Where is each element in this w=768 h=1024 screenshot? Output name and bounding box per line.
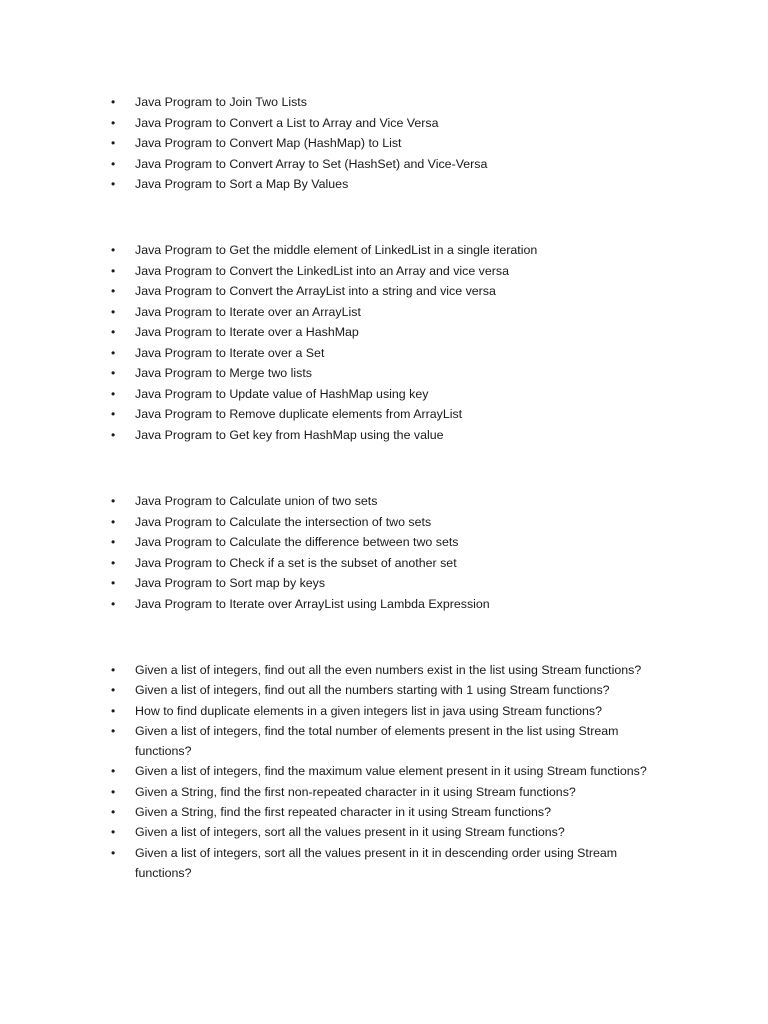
bullet-icon: • xyxy=(111,683,116,698)
list-item xyxy=(111,154,711,175)
list-item-text: Java Program to Convert the LinkedList into an Array and vice versa xyxy=(135,263,509,278)
list-item-text: Java Program to Convert a List to Array and Vice Versa xyxy=(135,115,439,130)
bullet-icon: • xyxy=(111,304,116,319)
list-item-text: Given a list of integers, sort all the values present in it in descending order using Stream functions? xyxy=(135,845,618,880)
bullet-icon: • xyxy=(111,784,116,799)
list-item-text: Given a list of integers, find the maximum value element present in it using Stream functions? xyxy=(135,764,647,779)
bullet-icon: • xyxy=(111,325,116,339)
list-item xyxy=(111,322,711,343)
bullet-list-set-operations xyxy=(111,491,711,614)
list-item xyxy=(111,594,711,615)
list-item-text: Given a list of integers, sort all the values present in it using Stream functions? xyxy=(135,825,565,840)
list-item xyxy=(111,802,711,822)
bullet-icon: • xyxy=(111,576,116,590)
list-item xyxy=(111,532,711,553)
list-item-text: Java Program to Convert Array to Set (HashSet) and Vice-Versa xyxy=(135,156,488,171)
bullet-icon: • xyxy=(111,535,116,549)
list-item-text: Given a String, find the first non-repeated character in it using Stream functions? xyxy=(135,784,576,799)
bullet-icon: • xyxy=(111,407,116,421)
list-item xyxy=(111,721,711,762)
bullet-icon: • xyxy=(111,764,116,779)
list-item-text: Java Program to Iterate over ArrayList using Lambda Expression xyxy=(135,596,490,611)
bullet-icon: • xyxy=(111,95,116,109)
list-item-text: Given a list of integers, find out all the numbers starting with 1 using Stream functions? xyxy=(135,683,610,698)
bullet-icon: • xyxy=(111,494,116,508)
list-item xyxy=(111,680,711,700)
list-item xyxy=(111,174,711,195)
list-item xyxy=(111,553,711,574)
bullet-list-stream-questions xyxy=(111,660,711,883)
bullet-icon: • xyxy=(111,386,116,401)
bullet-icon: • xyxy=(111,514,116,529)
bullet-icon: • xyxy=(111,825,116,840)
list-item-text: Given a String, find the first repeated character in it using Stream functions? xyxy=(135,805,551,820)
list-item-text: Java Program to Iterate over an ArrayList xyxy=(135,304,361,319)
list-item-text: Java Program to Get the middle element of LinkedList in a single iteration xyxy=(135,243,538,257)
list-item-text: Java Program to Check if a set is the subset of another set xyxy=(135,555,457,570)
bullet-icon: • xyxy=(111,805,116,820)
list-item xyxy=(111,92,711,113)
list-item xyxy=(111,240,711,261)
list-item-text: Java Program to Sort a Map By Values xyxy=(135,177,349,191)
list-item-text: Java Program to Calculate the intersection of two sets xyxy=(135,514,432,529)
list-item-text: Java Program to Remove duplicate elements from ArrayList xyxy=(135,407,463,421)
list-item-text: Given a list of integers, find out all the even numbers exist in the list using Stream functions? xyxy=(135,663,642,677)
bullet-icon: • xyxy=(111,555,116,570)
list-item-text: Java Program to Merge two lists xyxy=(135,366,312,380)
bullet-icon: • xyxy=(111,845,116,860)
list-item-text: Java Program to Iterate over a Set xyxy=(135,345,325,360)
bullet-icon: • xyxy=(111,703,116,718)
list-item xyxy=(111,363,711,384)
bullet-icon: • xyxy=(111,596,116,611)
bullet-icon: • xyxy=(111,177,116,191)
list-item xyxy=(111,573,711,594)
list-item-text: Java Program to Join Two Lists xyxy=(135,95,307,109)
list-item xyxy=(111,822,711,842)
list-item-text: Java Program to Convert the ArrayList into a string and vice versa xyxy=(135,284,496,298)
list-item-text: Java Program to Calculate the difference between two sets xyxy=(135,535,459,549)
bullet-icon: • xyxy=(111,427,116,442)
list-item-text: Java Program to Sort map by keys xyxy=(135,576,326,590)
list-item xyxy=(111,261,711,282)
list-item xyxy=(111,761,711,781)
bullet-icon: • xyxy=(111,115,116,130)
list-item xyxy=(111,404,711,425)
list-item xyxy=(111,302,711,323)
list-item xyxy=(111,133,711,154)
list-item-text: Java Program to Update value of HashMap using key xyxy=(135,386,429,401)
list-item xyxy=(111,512,711,533)
list-item-text: How to find duplicate elements in a given integers list in java using Stream functions? xyxy=(135,703,602,718)
bullet-icon: • xyxy=(111,663,116,677)
list-item xyxy=(111,343,711,364)
list-item xyxy=(111,782,711,802)
list-item xyxy=(111,113,711,134)
list-item-text: Java Program to Get key from HashMap using the value xyxy=(135,427,444,442)
list-item xyxy=(111,281,711,302)
list-item-text: Given a list of integers, find the total number of elements present in the list using Stream functions? xyxy=(135,723,619,759)
bullet-icon: • xyxy=(111,263,116,278)
list-item-text: Java Program to Calculate union of two sets xyxy=(135,494,378,508)
list-item xyxy=(111,425,711,446)
list-item-text: Java Program to Iterate over a HashMap xyxy=(135,325,359,339)
bullet-icon: • xyxy=(111,345,116,360)
bullet-icon: • xyxy=(111,723,116,738)
bullet-icon: • xyxy=(111,136,116,150)
list-item xyxy=(111,701,711,721)
list-item xyxy=(111,384,711,405)
list-item xyxy=(111,843,711,884)
bullet-icon: • xyxy=(111,156,116,171)
bullet-icon: • xyxy=(111,284,116,298)
bullet-icon: • xyxy=(111,366,116,380)
list-item xyxy=(111,491,711,512)
list-item xyxy=(111,660,711,680)
bullet-icon: • xyxy=(111,243,116,257)
list-item-text: Java Program to Convert Map (HashMap) to List xyxy=(135,136,402,150)
bullet-list-collections-iteration xyxy=(111,240,711,445)
bullet-list-collections-basics xyxy=(111,92,711,195)
